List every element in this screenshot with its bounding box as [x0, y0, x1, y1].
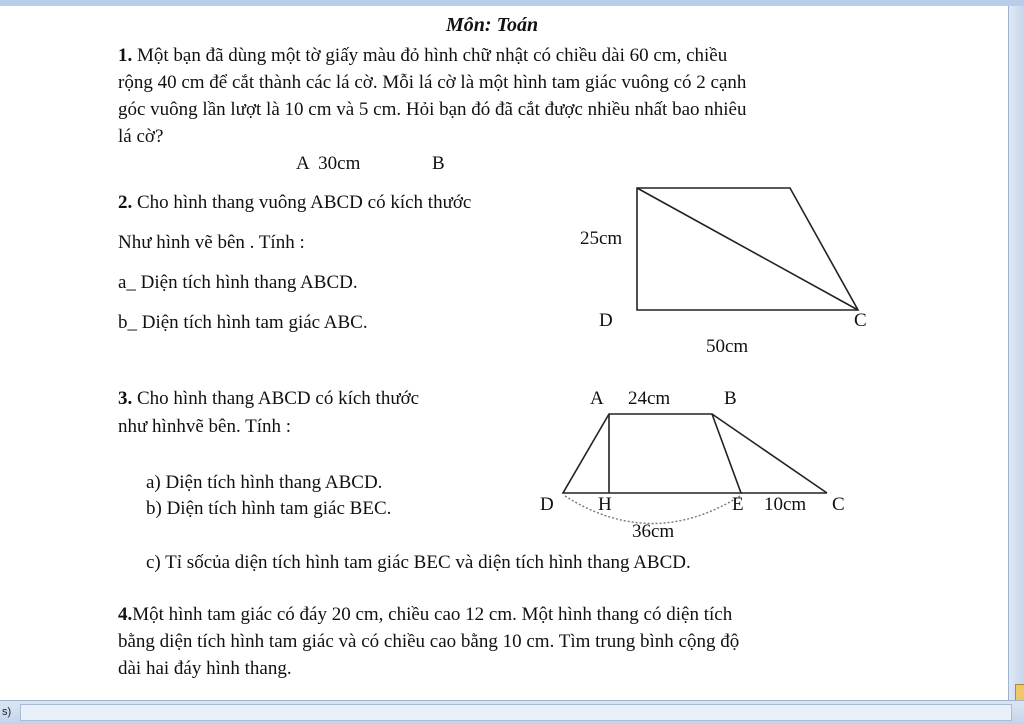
- q4-line-2: bằng diện tích hình tam giác và có chiều cao bằng 10 cm. Tìm trung bình cộng độ: [118, 631, 740, 652]
- q2-line-2: Như hình vẽ bên . Tính :: [118, 232, 305, 253]
- q2-number: 2.: [118, 192, 133, 213]
- q3-label-d: D: [540, 494, 554, 515]
- q1-option-a: A 30cm: [296, 153, 361, 174]
- q3-trapezoid-figure: [0, 6, 1008, 700]
- q2-text-1: Cho hình thang vuông ABCD có kích thước: [137, 192, 472, 213]
- q4-text-1: Một hình tam giác có đáy 20 cm, chiều cao 12 cm. Một hình thang có diện tích: [132, 604, 733, 625]
- q2-label-d: D: [599, 310, 613, 331]
- q3-trapezoid-shape: [563, 414, 741, 493]
- q1-option-b: B: [432, 153, 445, 174]
- vertical-scrollbar[interactable]: [1008, 6, 1024, 700]
- q4-line-1: [118, 602, 732, 628]
- q2-label-base: 50cm: [706, 336, 749, 357]
- status-field: [20, 704, 1012, 721]
- q3-label-b: B: [724, 388, 737, 409]
- q3-side-bc: [712, 414, 827, 493]
- document-page: [0, 6, 1008, 700]
- q3-number: 3.: [118, 388, 133, 409]
- q1-line-3: góc vuông lần lượt là 10 cm và 5 cm. Hỏi bạn đó đã cắt được nhiều nhất bao nhiêu: [118, 99, 747, 120]
- q3-label-c: C: [832, 494, 845, 515]
- q4-number: 4.: [118, 604, 133, 625]
- status-bar: [0, 700, 1024, 724]
- q3-label-a: A: [590, 388, 604, 409]
- q2-label-height: 25cm: [580, 228, 623, 249]
- q3-text-1: Cho hình thang ABCD có kích thước: [137, 388, 420, 409]
- q3-part-b: b) Diện tích hình tam giác BEC.: [146, 498, 392, 519]
- q2-part-a: a_ Diện tích hình thang ABCD.: [118, 272, 358, 293]
- q3-label-ec: 10cm: [764, 494, 807, 515]
- q1-text-1: Một bạn đã dùng một tờ giấy màu đỏ hình chữ nhật có chiều dài 60 cm, chiều: [137, 45, 728, 66]
- q3-line-2: như hìnhvẽ bên. Tính :: [118, 416, 292, 437]
- q2-label-c: C: [854, 310, 867, 331]
- q1-line-4: lá cờ?: [118, 126, 164, 147]
- q3-label-top: 24cm: [628, 388, 671, 409]
- q3-label-h: H: [598, 494, 612, 515]
- q1-number: 1.: [118, 45, 133, 66]
- q2-part-b: b_ Diện tích hình tam giác ABC.: [118, 312, 368, 333]
- q3-label-de: 36cm: [632, 521, 675, 542]
- status-left-text: s): [2, 706, 12, 718]
- q4-line-3: dài hai đáy hình thang.: [118, 658, 292, 679]
- q3-part-a: a) Diện tích hình thang ABCD.: [146, 472, 383, 493]
- q3-part-c: c) Tỉ sốcủa diện tích hình tam giác BEC và diện tích hình thang ABCD.: [146, 552, 691, 573]
- q1-line-2: rộng 40 cm để cắt thành các lá cờ. Mỗi lá cờ là một hình tam giác vuông có 2 cạnh: [118, 72, 747, 93]
- q3-brace-de: [565, 496, 740, 524]
- q3-label-e: E: [732, 494, 744, 515]
- page-title: Môn: Toán: [446, 14, 539, 36]
